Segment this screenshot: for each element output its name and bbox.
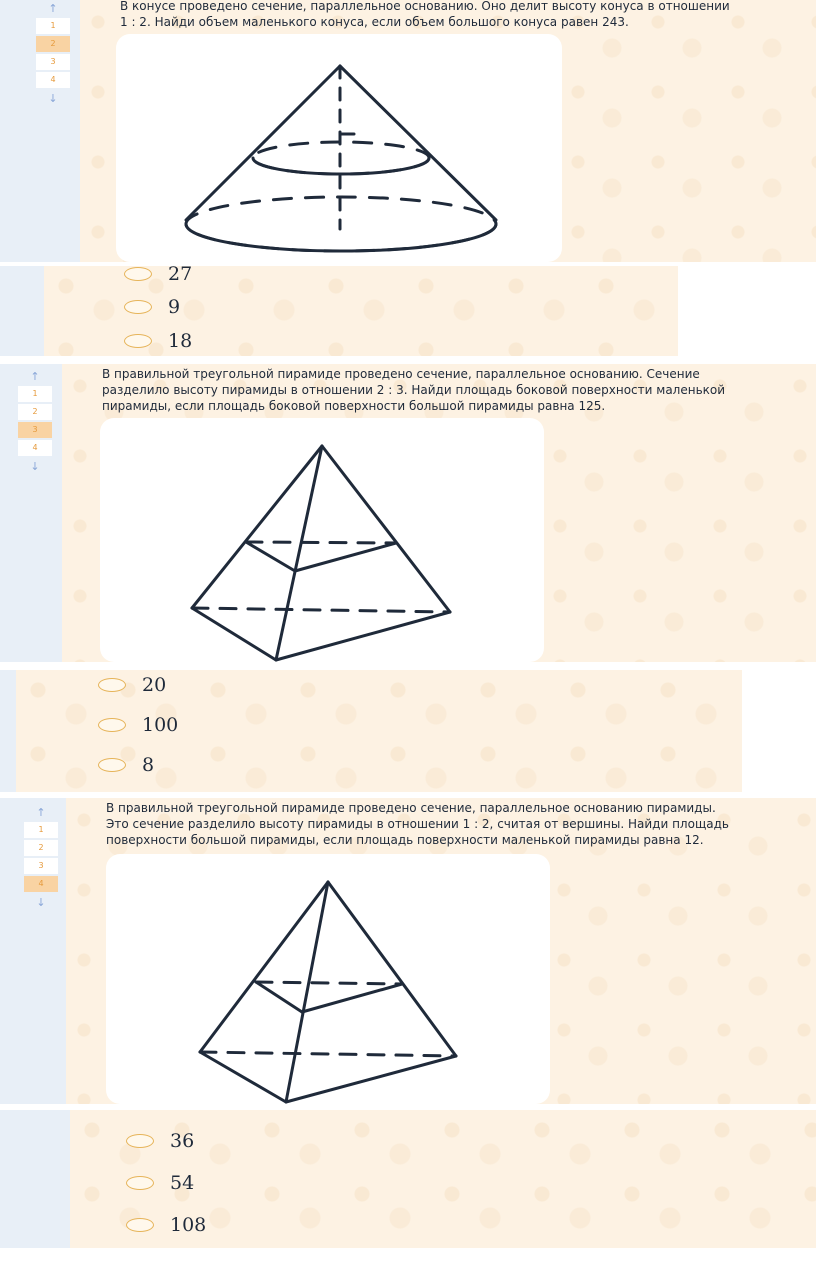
arrow-down-icon[interactable]: ↓ bbox=[48, 92, 58, 105]
question-nav bbox=[36, 0, 70, 108]
question-nav bbox=[18, 368, 52, 476]
question-text-line: Это сечение разделило высоту пирамиды в отношении 1 : 2, считая от вершины. Найди площадь bbox=[106, 817, 729, 831]
nav-item-3[interactable]: 3 bbox=[24, 858, 58, 874]
answer-panel bbox=[70, 1110, 816, 1248]
question-text-line: поверхности большой пирамиды, если площадь поверхности маленькой пирамиды равна 12. bbox=[106, 833, 704, 847]
divider bbox=[0, 662, 816, 670]
pyramid-section-icon bbox=[100, 418, 544, 662]
arrow-up-icon[interactable]: ↑ bbox=[30, 370, 40, 383]
answer-label: 20 bbox=[142, 674, 167, 696]
radio-icon[interactable] bbox=[126, 1218, 154, 1232]
nav-item-4[interactable]: 4 bbox=[18, 440, 52, 456]
answer-panel bbox=[16, 670, 742, 792]
radio-icon[interactable] bbox=[124, 334, 152, 348]
radio-icon[interactable] bbox=[126, 1134, 154, 1148]
answer-label: 54 bbox=[170, 1172, 195, 1194]
question-text-line: В правильной треугольной пирамиде проведено сечение, параллельное основанию пирамиды. bbox=[106, 801, 716, 815]
answer-option[interactable] bbox=[98, 754, 154, 776]
question-text-line: пирамиды, если площадь боковой поверхности большой пирамиды равна 125. bbox=[102, 399, 606, 413]
radio-icon[interactable] bbox=[124, 267, 152, 281]
cone-section-icon bbox=[116, 34, 562, 262]
answer-option[interactable] bbox=[126, 1130, 194, 1152]
question-panel bbox=[62, 364, 816, 662]
answer-option[interactable] bbox=[98, 674, 166, 696]
radio-icon[interactable] bbox=[98, 678, 126, 692]
question-text-line: 1 : 2. Найди объем маленького конуса, если объем большого конуса равен 243. bbox=[120, 15, 629, 29]
arrow-up-icon[interactable]: ↑ bbox=[36, 806, 46, 819]
question-panel bbox=[80, 0, 816, 262]
answer-label: 18 bbox=[168, 330, 193, 352]
question-text-line: В конусе проведено сечение, параллельное основанию. Оно делит высоту конуса в отношении bbox=[120, 0, 730, 13]
question-text-line: разделило высоту пирамиды в отношении 2 : 3. Найди площадь боковой поверхности маленькой bbox=[102, 383, 726, 397]
pyramid-figure bbox=[100, 418, 544, 662]
nav-column bbox=[0, 266, 44, 356]
question-text bbox=[120, 0, 810, 30]
radio-icon[interactable] bbox=[98, 718, 126, 732]
cone-figure bbox=[116, 34, 562, 262]
answer-label: 9 bbox=[168, 296, 181, 318]
answer-panel bbox=[44, 263, 678, 356]
answer-label: 36 bbox=[170, 1130, 195, 1152]
radio-icon[interactable] bbox=[126, 1176, 154, 1190]
answer-option[interactable] bbox=[124, 330, 192, 352]
arrow-down-icon[interactable]: ↓ bbox=[30, 460, 40, 473]
radio-icon[interactable] bbox=[124, 300, 152, 314]
question-text bbox=[102, 366, 814, 414]
answer-label: 27 bbox=[168, 263, 193, 285]
nav-item-2[interactable]: 2 bbox=[18, 404, 52, 420]
question-panel bbox=[66, 798, 816, 1104]
pyramid-section-icon bbox=[106, 854, 550, 1104]
arrow-down-icon[interactable]: ↓ bbox=[36, 896, 46, 909]
nav-item-3[interactable]: 3 bbox=[18, 422, 52, 438]
nav-item-2[interactable]: 2 bbox=[24, 840, 58, 856]
divider bbox=[0, 356, 816, 364]
question-text bbox=[106, 800, 814, 848]
answer-option[interactable] bbox=[126, 1214, 206, 1236]
question-nav bbox=[24, 804, 58, 912]
nav-item-1[interactable]: 1 bbox=[24, 822, 58, 838]
question-text-line: В правильной треугольной пирамиде проведено сечение, параллельное основанию. Сечение bbox=[102, 367, 700, 381]
answer-label: 100 bbox=[142, 714, 179, 736]
answer-option[interactable] bbox=[124, 263, 192, 285]
nav-item-1[interactable]: 1 bbox=[36, 18, 70, 34]
nav-item-4[interactable]: 4 bbox=[24, 876, 58, 892]
nav-item-4[interactable]: 4 bbox=[36, 72, 70, 88]
nav-column bbox=[0, 670, 16, 792]
answer-label: 8 bbox=[142, 754, 155, 776]
arrow-up-icon[interactable]: ↑ bbox=[48, 2, 58, 15]
answer-option[interactable] bbox=[98, 714, 178, 736]
answer-option[interactable] bbox=[126, 1172, 194, 1194]
radio-icon[interactable] bbox=[98, 758, 126, 772]
answer-option[interactable] bbox=[124, 296, 180, 318]
pyramid-figure bbox=[106, 854, 550, 1104]
nav-column bbox=[0, 1110, 70, 1248]
nav-item-3[interactable]: 3 bbox=[36, 54, 70, 70]
nav-item-2[interactable]: 2 bbox=[36, 36, 70, 52]
answer-label: 108 bbox=[170, 1214, 207, 1236]
nav-item-1[interactable]: 1 bbox=[18, 386, 52, 402]
